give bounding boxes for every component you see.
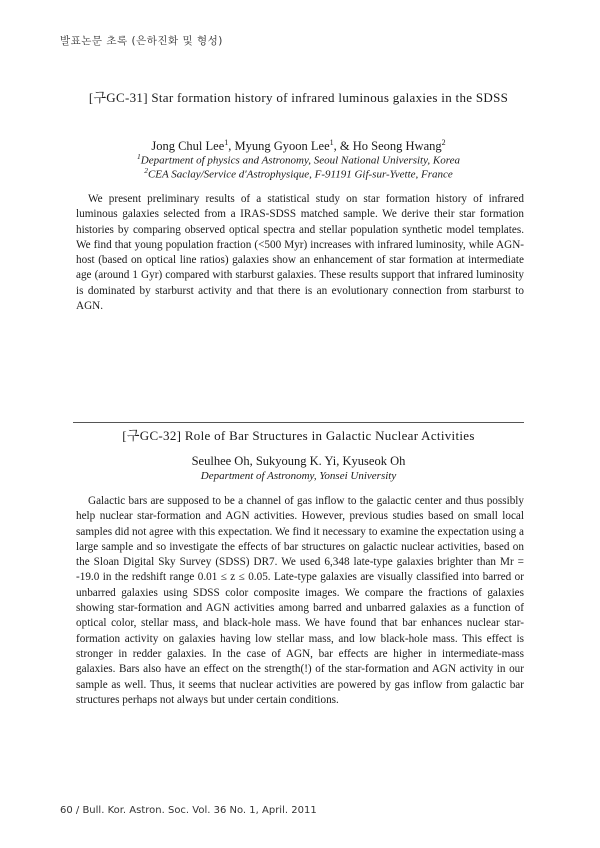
abstract-body: Galactic bars are supposed to be a channel of gas inflow to the galactic center and thus possibly help nuclear star-formation and AGN activities. However, previous studies based on small local samples did not agree with this expectation. We find it necessary to examine the expectation using a large sample and so investigate the effects of bar structures on galactic nuclear activities, based on the Sloan Digital Sky Survey (SDSS) DR7. We used 6,348 late-type galaxies brighter than Mr = -19.0 in the redshift range 0.01 ≤ z ≤ 0.05. Late-type galaxies are visually classified into barred or unbarred galaxies using SDSS color composite images. We compare the fractions of galaxies showing star-formation and AGN activities among barred and unbarred galaxies as a function of optical color, stellar mass, and black-hole mass. We have found that bar enhances nuclear star-formation activity on galaxies having low stellar mass, and low black-hole mass. This effect is stronger in redder galaxies. In the case of AGN, bar effects are higher in intermediate-mass galaxies. Bars also have an effect on the strength(!) of the star-formation and AGN activity in our sample as well. Thus, it seems that nuclear activities are powered by gas inflow from galactic bar structures perhaps not always but under certain conditions. (76, 495, 524, 706)
author-name: Ho Seong Hwang (352, 139, 442, 154)
author-superscript: 1 (329, 138, 334, 147)
author-separator: , & (333, 139, 353, 154)
author-name: Jong Chul Lee (151, 139, 225, 154)
abstract-title: [구GC-32] Role of Bar Structures in Galactic Nuclear Activities (122, 428, 475, 443)
running-header: 발표논문 초록 (은하진화 및 형성) (60, 35, 223, 47)
section-divider (73, 422, 524, 423)
author-superscript: 2 (441, 138, 446, 147)
affiliation-text: CEA Saclay/Service d'Astrophysique, F-91191 Gif-sur-Yvette, France (147, 168, 453, 181)
page-footer: 60 / Bull. Kor. Astron. Soc. Vol. 36 No. 1, April. 2011 (60, 805, 317, 816)
affiliation-line (73, 164, 524, 182)
affiliation-line: Department of Astronomy, Yonsei University (200, 470, 397, 482)
affiliation-superscript: 1 (137, 152, 141, 161)
abstract-body: We present preliminary results of a statistical study on star formation history of infrared luminous galaxies selected from a IRAS-SDSS matched sample. We derive their star formation histories by comparing observed optical spectra and stellar population synthetic model templates. We find that young population fraction (<500 Myr) increases with infrared luminosity, while AGN-host (based on optical line ratios) galaxies show an enhancement of star formation at intermediate age (around 1 Gyr) compared with starburst galaxies. These results support that infrared luminosity is dominated by starburst activity and that there is an evolutionary connection from starburst to AGN. (76, 193, 524, 313)
affiliation-text: Department of physics and Astronomy, Seoul National University, Korea (140, 154, 460, 167)
author-separator: , (228, 139, 235, 154)
author-name: Myung Gyoon Lee (234, 139, 330, 154)
abstract-title: [구GC-31] Star formation history of infrared luminous galaxies in the SDSS (88, 90, 509, 105)
affiliation-superscript: 2 (144, 166, 148, 175)
author-list: Seulhee Oh, Sukyoung K. Yi, Kyuseok Oh (191, 454, 406, 468)
author-superscript: 1 (224, 138, 229, 147)
